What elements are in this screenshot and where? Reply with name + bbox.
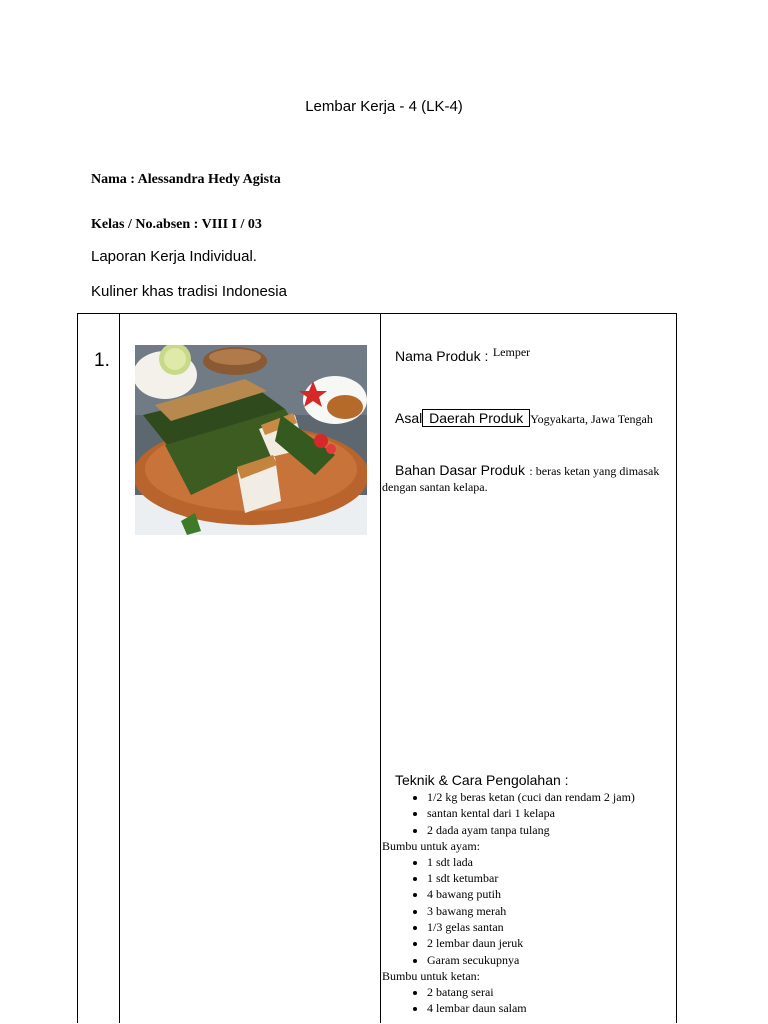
- rice-spice-label: Bumbu untuk ketan:: [382, 968, 480, 983]
- technique-section: [382, 772, 677, 1017]
- chicken-spice-list: [382, 854, 677, 968]
- page-title: Lembar Kerja - 4 (LK-4): [305, 98, 463, 115]
- base-ingredient-line: [382, 463, 662, 495]
- list-item: • 1 sdt lada: [427, 854, 677, 870]
- list-item: • 1/2 kg beras ketan (cuci dan rendam 2 jam): [427, 789, 677, 805]
- cuisine-line: [91, 283, 287, 300]
- table-divider-2: [380, 314, 381, 1023]
- worksheet-table: [77, 313, 677, 1023]
- class-number: Kelas / No.absen : VIII I / 03: [91, 217, 262, 232]
- main-ingredient-list: [382, 789, 677, 838]
- technique-label: Teknik & Cara Pengolahan :: [395, 772, 569, 788]
- cuisine-emphasis: Indonesia: [221, 283, 287, 300]
- report-type-emphasis: Individual.: [189, 248, 257, 265]
- list-item: • 1 sdt ketumbar: [427, 870, 677, 886]
- base-ingredient-label: Bahan Dasar Produk: [395, 462, 525, 478]
- report-type: [91, 248, 257, 265]
- list-item: • 2 batang serai: [427, 984, 677, 1000]
- product-name-label: Nama Produk :: [395, 348, 489, 364]
- origin-line: [382, 410, 662, 427]
- product-name-value: Lemper: [492, 345, 531, 359]
- list-item: • 3 bawang merah: [427, 903, 677, 919]
- list-item: • 2 dada ayam tanpa tulang: [427, 822, 677, 838]
- list-item: • santan kental dari 1 kelapa: [427, 805, 677, 821]
- base-ingredient-value: : beras ketan yang dimasak dengan santan kelapa.: [382, 464, 660, 494]
- list-item: • 4 bawang putih: [427, 886, 677, 902]
- chicken-spice-label: Bumbu untuk ayam:: [382, 838, 480, 853]
- row-number: 1.: [94, 350, 110, 371]
- origin-value: Yogyakarta, Jawa Tengah: [530, 412, 653, 426]
- list-item: • Garam secukupnya: [427, 952, 677, 968]
- list-item: • 4 lembar daun salam: [427, 1000, 677, 1016]
- origin-label-b: Daerah Produk: [422, 409, 530, 427]
- student-name: Nama : Alessandra Hedy Agista: [91, 172, 281, 187]
- origin-label-a: Asal: [395, 410, 423, 426]
- lemper-photo-illustration: [135, 345, 367, 535]
- cuisine-prefix: Kuliner khas tradisi: [91, 283, 222, 300]
- lemper-photo: [135, 345, 367, 535]
- rice-spice-list: [382, 984, 677, 1017]
- report-type-prefix: Laporan Kerja: [91, 248, 190, 265]
- list-item: • 2 lembar daun jeruk: [427, 935, 677, 951]
- list-item: • 1/3 gelas santan: [427, 919, 677, 935]
- product-name-line: [395, 345, 531, 366]
- table-divider-1: [119, 314, 120, 1023]
